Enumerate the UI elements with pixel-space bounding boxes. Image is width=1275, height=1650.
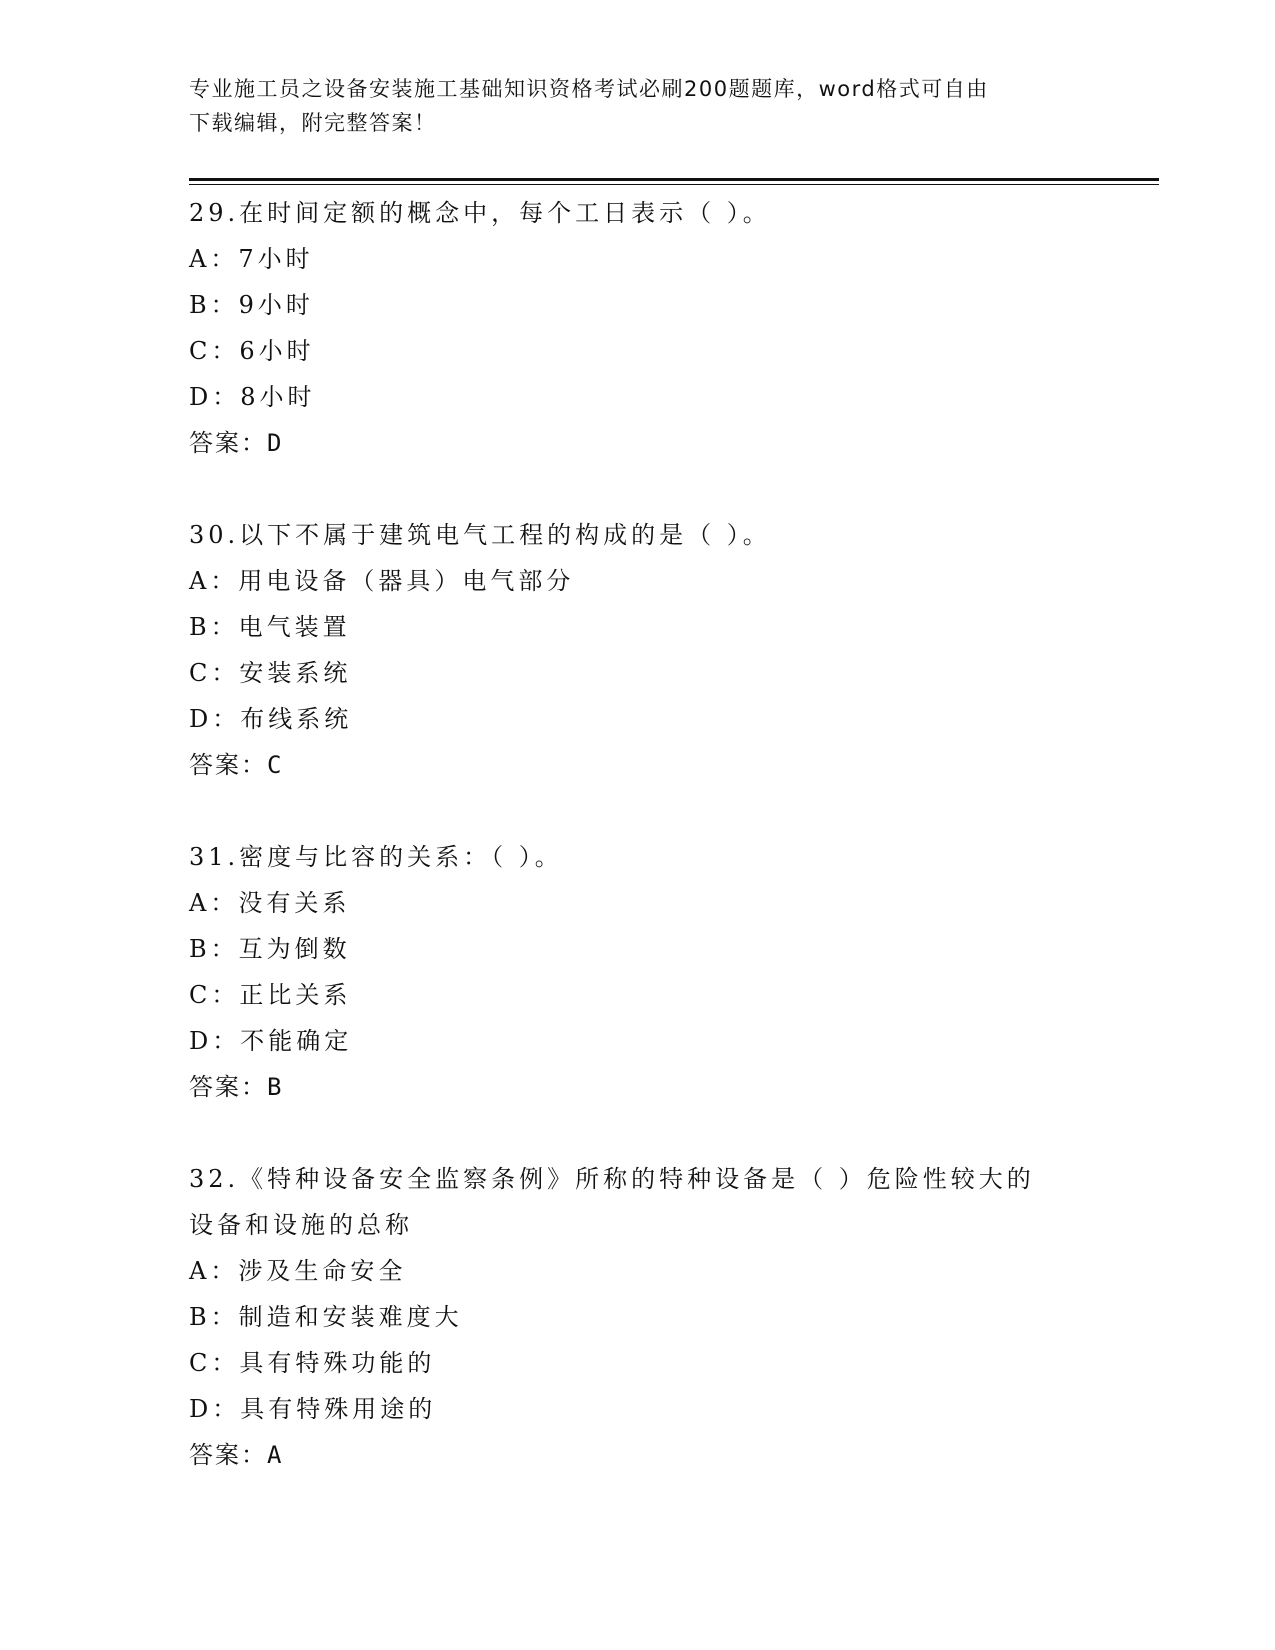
option-d: D：8小时: [189, 383, 316, 411]
answer: 答案：D: [189, 429, 284, 457]
option-d: D：具有特殊用途的: [189, 1395, 437, 1423]
option-c: C：6小时: [189, 337, 315, 365]
option-b: B：制造和安装难度大: [189, 1303, 463, 1331]
option-a: A：用电设备（器具）电气部分: [189, 567, 575, 595]
question-29: [189, 190, 1089, 466]
option-a: A：没有关系: [189, 889, 351, 917]
question-stem: 31.密度与比容的关系：（ ）。: [189, 843, 563, 871]
header-line-2: 下载编辑，附完整答案！: [189, 111, 437, 135]
question-stem: 30.以下不属于建筑电气工程的构成的是（ ）。: [189, 521, 771, 549]
option-b: B：9小时: [189, 291, 314, 319]
header-divider-thin: [189, 184, 1159, 185]
answer: 答案：A: [189, 1441, 284, 1469]
option-d: D：布线系统: [189, 705, 353, 733]
option-b: B：互为倒数: [189, 935, 351, 963]
question-list: [189, 190, 1089, 1524]
option-a: A：涉及生命安全: [189, 1257, 407, 1285]
document-header: [189, 72, 1089, 140]
answer: 答案：B: [189, 1073, 284, 1101]
option-c: C：正比关系: [189, 981, 352, 1009]
question-stem: 29.在时间定额的概念中，每个工日表示（ ）。: [189, 199, 771, 227]
question-stem: 32.《特种设备安全监察条例》所称的特种设备是（ ）危险性较大的: [189, 1165, 1035, 1193]
option-d: D：不能确定: [189, 1027, 353, 1055]
question-30: [189, 512, 1089, 788]
header-divider-thick: [189, 178, 1159, 181]
option-b: B：电气装置: [189, 613, 351, 641]
question-32: [189, 1156, 1089, 1478]
question-31: [189, 834, 1089, 1110]
option-a: A：7小时: [189, 245, 314, 273]
answer: 答案：C: [189, 751, 284, 779]
option-c: C：安装系统: [189, 659, 352, 687]
question-stem-continued: 设备和设施的总称: [189, 1211, 413, 1239]
header-line-1: 专业施工员之设备安装施工基础知识资格考试必刷200题题库，word格式可自由: [189, 77, 989, 101]
option-c: C：具有特殊功能的: [189, 1349, 436, 1377]
